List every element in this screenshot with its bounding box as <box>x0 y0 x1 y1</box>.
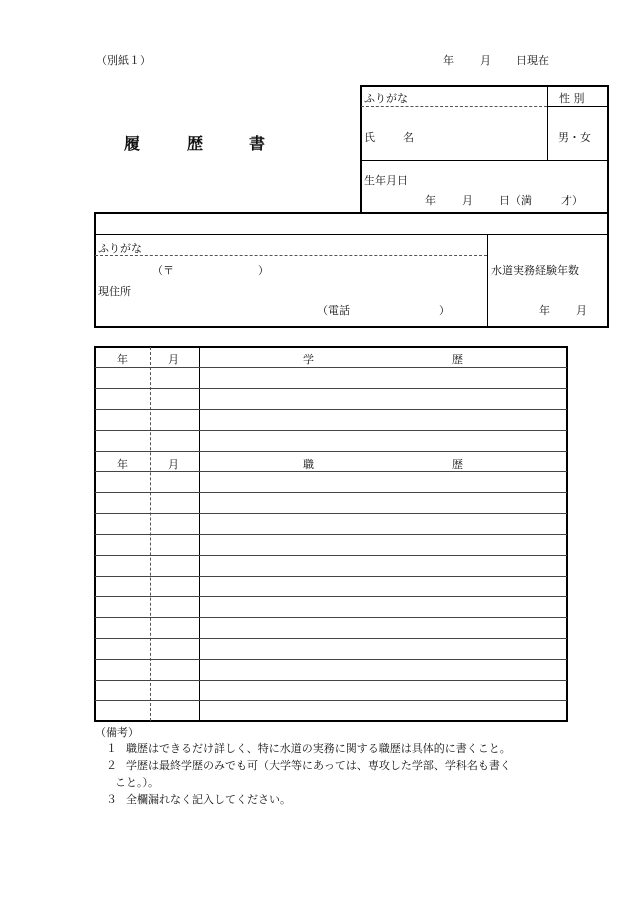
table-row-line <box>95 451 567 452</box>
table-row-line <box>95 576 567 577</box>
table-row-line <box>95 638 567 639</box>
table-row-line <box>95 409 567 410</box>
name-bottom-line <box>361 160 608 161</box>
note-2-number: ２ <box>106 759 117 772</box>
birth-year-label: 年 <box>425 194 436 207</box>
gender-label: 性 別 <box>559 92 585 105</box>
note-3-number: ３ <box>106 793 117 806</box>
note-1-number: １ <box>106 742 117 755</box>
address-top-line <box>95 234 608 235</box>
phone-close: ） <box>439 304 450 317</box>
date-year-label: 年 <box>443 54 454 67</box>
birth-month-label: 月 <box>462 194 473 207</box>
career-header-char-1: 職 <box>303 458 314 471</box>
table-row-line <box>95 367 567 368</box>
experience-divider <box>487 234 488 327</box>
experience-month-label: 月 <box>576 304 587 317</box>
water-experience-label: 水道実務経験年数 <box>491 264 579 277</box>
table-row-line <box>95 700 567 701</box>
table-row-line <box>95 513 567 514</box>
experience-year-label: 年 <box>539 304 550 317</box>
address-furigana-dashed-line <box>95 255 487 256</box>
notes-heading: （備考） <box>95 726 139 739</box>
name-label-char-1: 氏 <box>364 131 375 144</box>
note-2-text-line-1: 学歴は最終学歴のみでも可（大学等にあっては、専攻した学部、学科名も書く <box>126 759 511 772</box>
title-char-3: 書 <box>249 134 266 153</box>
date-day-now-label: 日現在 <box>516 54 549 67</box>
table-row-line <box>95 388 567 389</box>
title-char-1: 履 <box>124 134 141 153</box>
career-month-header: 月 <box>168 458 179 471</box>
education-month-header: 月 <box>168 353 179 366</box>
table-row-line <box>95 617 567 618</box>
gender-options[interactable]: 男・女 <box>558 131 591 144</box>
birth-age-suffix: 才） <box>561 194 583 207</box>
postal-close: ） <box>258 264 269 277</box>
education-year-header: 年 <box>117 353 128 366</box>
name-furigana-label: ふりがな <box>364 92 408 105</box>
birth-day-age-label: 日（満 <box>499 194 532 207</box>
gender-divider <box>547 86 548 161</box>
table-row-line <box>95 555 567 556</box>
date-month-label: 月 <box>480 54 491 67</box>
table-row-line <box>95 471 567 472</box>
table-row-line <box>95 492 567 493</box>
furigana-dashed-line <box>361 106 547 107</box>
current-address-label: 現住所 <box>98 285 131 298</box>
name-label-char-2: 名 <box>403 131 414 144</box>
education-header-char-1: 学 <box>303 353 314 366</box>
career-header-char-2: 歴 <box>452 458 463 471</box>
postal-open: （〒 <box>152 264 174 277</box>
table-row-line <box>95 659 567 660</box>
phone-open: （電話 <box>317 304 350 317</box>
career-year-header: 年 <box>117 458 128 471</box>
birth-date-label: 生年月日 <box>364 174 408 187</box>
note-3-text: 全欄漏れなく記入してください。 <box>126 793 291 806</box>
table-row-line <box>95 596 567 597</box>
note-1-text: 職歴はできるだけ詳しく、特に水道の実務に関する職歴は具体的に書くこと。 <box>126 742 511 755</box>
gender-header-line <box>547 106 608 107</box>
education-header-char-2: 歴 <box>452 353 463 366</box>
title-char-2: 歴 <box>187 134 204 153</box>
note-2-text-line-2: こと。）。 <box>115 776 159 789</box>
attachment-label: （別紙１） <box>96 54 151 67</box>
address-furigana-label: ふりがな <box>98 242 142 255</box>
table-row-line <box>95 534 567 535</box>
table-row-line <box>95 680 567 681</box>
table-row-line <box>95 430 567 431</box>
